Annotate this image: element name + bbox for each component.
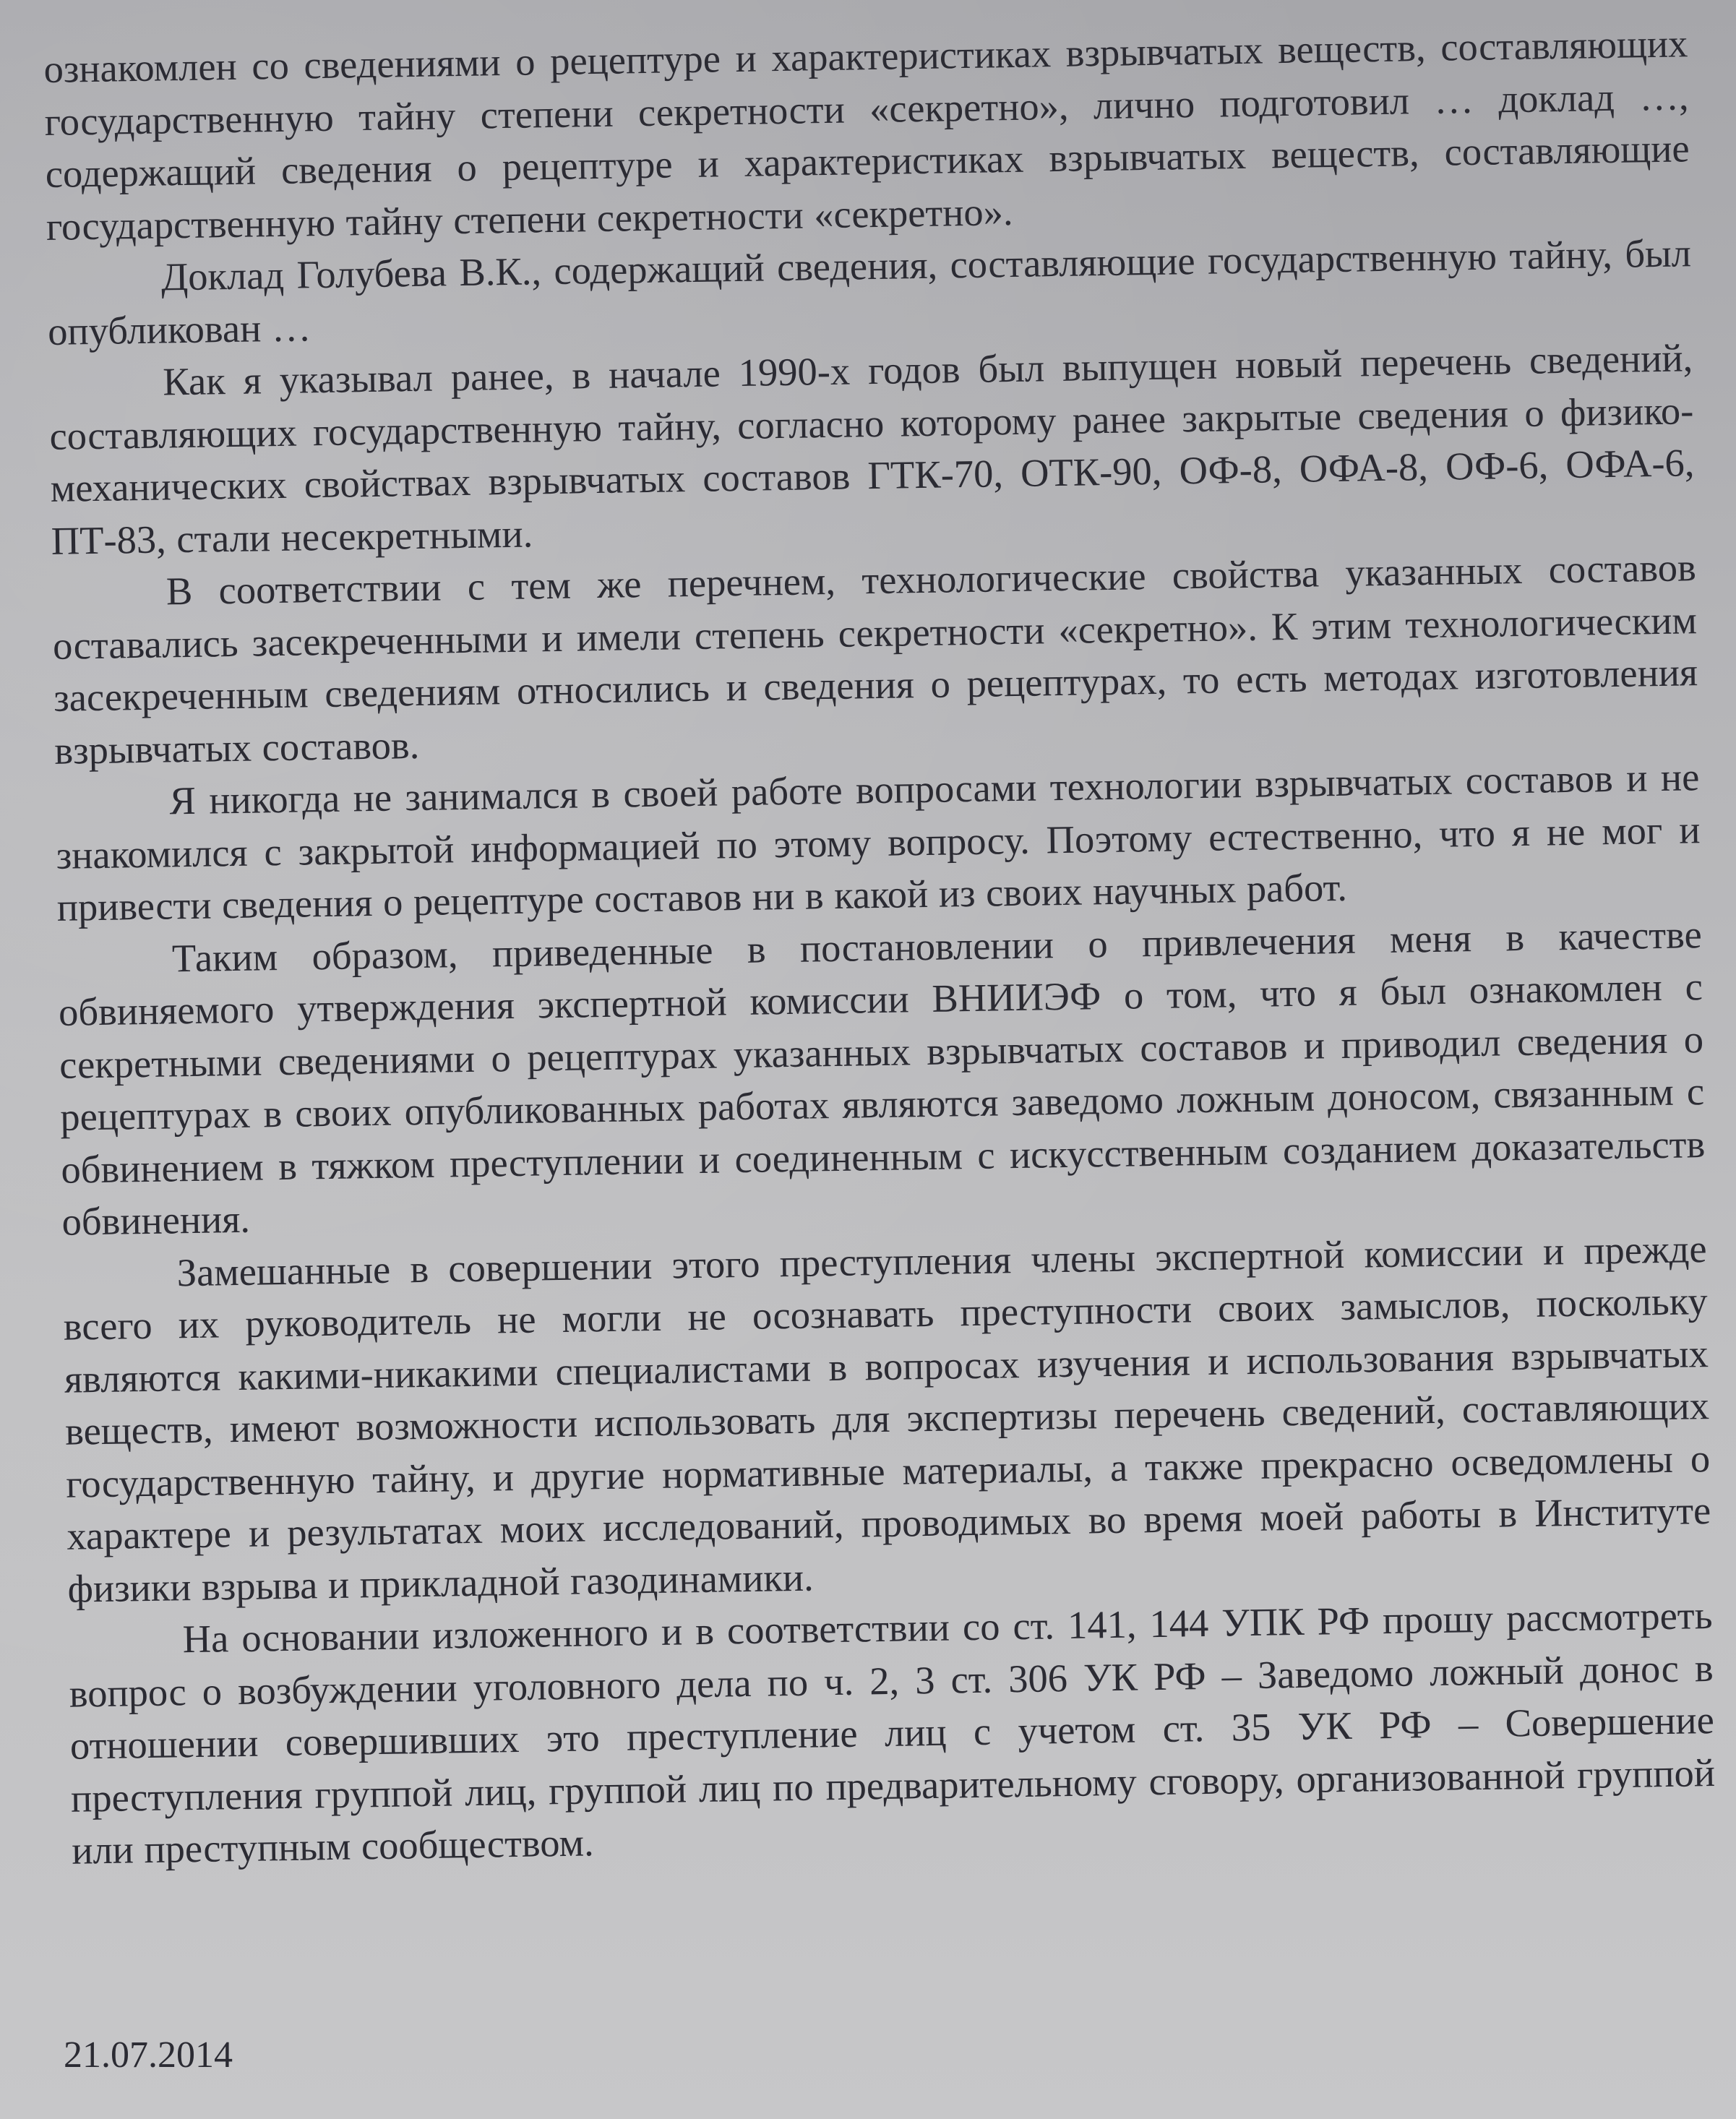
paragraph-4: В соответствии с тем же перечнем, технологические свойства указанных составов оставались засекреченными и имели степень секретности «секретно». К этим технологическим засекреченным сведениям относились и сведения о рецептурах, то есть методах изготовления взрывчатых составов. xyxy=(52,545,1698,773)
paragraph-3: Как я указывал ранее, в начале 1990-х годов был выпущен новый перечень сведений, составляющих государственную тайну, согласно которому ранее закрытые сведения о физико-механических свойствах взрывчатых составов ГТК-70, ОТК-90, ОФ-8, ОФА-8, ОФ-6, ОФА-6, ПТ-83, стали несекретными. xyxy=(49,335,1695,563)
paragraph-7: Замешанные в совершении этого преступления члены экспертной комиссии и прежде всего их руководитель не могли не осознавать преступности своих замыслов, поскольку являются какими-никакими специалистами в вопросах изучения и использования взрывчатых веществ, имеют возможности использовать для экспертизы перечень сведений, составляющих государственную тайну, и другие нормативные материалы, а также прекрасно осведомлены о характере и результатах моих исследований, проводимых во время моей работы в Институте физики взрыва и прикладной газодинамики. xyxy=(63,1226,1711,1611)
paragraph-1: ознакомлен со сведениями о рецептуре и характеристиках взрывчатых веществ, составляющих государственную тайну степени секретности «секретно», лично подготовил … доклад …, содержащий сведения о рецептуре и характеристиках взрывчатых веществ, составляющие государственную тайну степени секретности «секретно». xyxy=(43,21,1690,249)
paragraph-2: Доклад Голубева В.К., содержащий сведения, составляющие государственную тайну, был опубликован … xyxy=(47,231,1692,353)
document-date: 21.07.2014 xyxy=(64,2034,233,2076)
paragraph-8: На основании изложенного и в соответствии со ст. 141, 144 УПК РФ прошу рассмотреть вопрос о возбуждении уголовного дела по ч. 2, 3 ст. 306 УК РФ – Заведомо ложный донос в отношении совершивших это преступление лиц с учетом ст. 35 УК РФ – Совершение преступления группой лиц, группой лиц по предварительному сговору, организованной группой или преступным сообществом. xyxy=(69,1592,1716,1873)
paragraph-5: Я никогда не занимался в своей работе вопросами технологии взрывчатых составов и не знакомился с закрытой информацией по этому вопросу. Поэтому естественно, что я не мог и привести сведения о рецептуре составов ни в какой из своих научных работ. xyxy=(56,755,1701,929)
paragraph-6: Таким образом, приведенные в постановлении о привлечения меня в качестве обвиняемого утверждения экспертной комиссии ВНИИЭФ о том, что я был ознакомлен с секретными сведениями о рецептурах указанных взрывчатых составов и приводил сведения о рецептурах в своих опубликованных работах являются заведомо ложным доносом, связанным с обвинением в тяжком преступлении и соединенным с искусственным созданием доказательств обвинения. xyxy=(58,911,1706,1244)
document-body xyxy=(43,17,1716,1877)
